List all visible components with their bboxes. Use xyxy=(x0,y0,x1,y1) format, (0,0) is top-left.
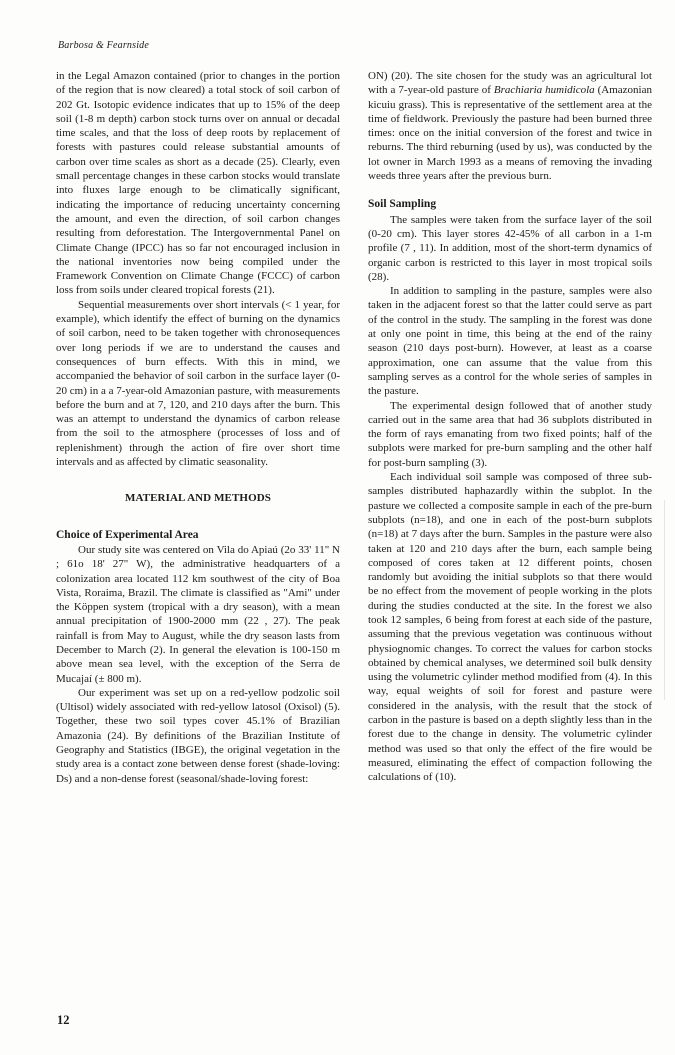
running-head: Barbosa & Fearnside xyxy=(58,40,150,51)
paragraph-site-text-b: (Amazonian kicuiu grass). This is representative of the settlement area at the time of fieldwork. Previously the pasture had been burned three times: once on the initial conversion of the forest and twice in reburns. The third reburning (used by us), was conducted by the lot owner in March 1993 as a means of removing the invading weeds three years after the previous burn. xyxy=(368,84,652,183)
paragraph-site-description xyxy=(368,69,652,183)
paragraph-soil-type: Our experiment was set up on a red-yellow podzolic soil (Ultisol) widely associated with red-yellow latosol (Oxisol) (5). Together, these two soil types cover 45.1% of Brazilian Amazonia (24). By definitions of the Brazilian Institute of Geography and Statistics (IBGE), the original vegetation in the study area is a contact zone between dense forest (shade-loving: Ds) and a non-dense forest (seasonal/shade-loving forest: xyxy=(56,686,340,785)
species-name: Brachiaria humidicola xyxy=(493,84,595,97)
page-edge-shadow xyxy=(664,500,665,700)
paragraph-sequential-measurements: Sequential measurements over short intervals (< 1 year, for example), which identify the effect of burning on the dynamics of soil carbon, need to be taken together with chronosequences over long periods if we are to understand the causes and consequences of burn effects. With this in mind, we accompanied the behavior of soil carbon in the surface layer (0-20 cm) in a a 7-year-old Amazonian pasture, with measurements before the burn and at 7, 120, and 210 days after the burn. This was an attempt to understand the dynamics of carbon release from the soil to the atmosphere (processes of loss and of replenishment) through the action of fire over short time intervals and as affected by climatic seasonality. xyxy=(56,298,340,469)
section-title-materials-methods: MATERIAL AND METHODS xyxy=(124,492,272,505)
right-column xyxy=(368,69,652,785)
paragraph-sample-composition: Each individual soil sample was composed of three sub-samples distributed haphazardly within the subplot. In the pasture we collected a composite sample in each of the pre-burn subplots (n=18), and one in each of the post-burn subplots (n=18) at 7 days after the burn. Samples in the pasture were also taken at 120 and 210 days after the burn, each sample being composed of cores taken at 12 different points, chosen randomly but avoiding the initial subplots so that there would be no effect from the movement of people working in the plots during the studies conducted at the site. In the forest we also took 12 samples, 6 being from forest at each side of the pasture, assuming that the previous vegetation was continuous without physiognomic changes. To correct the values for carbon stocks obtained by chemical analyses, we determined soil bulk density using the volumetric cylinder method modified from (4). In this way, equal weights of soil for forest and pasture were considered in the analysis, with the result that the stock of carbon in the pasture is based on a depth slightly less than in the forest due to the change in density. The volumetric cylinder method was used so that only the effect of the fire would be measured, eliminating the effect of compaction following the calculations of (10). xyxy=(368,471,652,784)
subhead-experimental-area: Choice of Experimental Area xyxy=(56,528,199,541)
subhead-soil-sampling: Soil Sampling xyxy=(368,198,437,211)
paragraph-site-text-a: ON) (20). The site chosen for the study was an agricultural lot with a 7-year-old pasture of xyxy=(368,70,652,97)
paragraph-forest-control: In addition to sampling in the pasture, samples were also taken in the adjacent forest so that the latter could serve as part of the control in the study. The sampling in the forest was done at only one point in time, this being at the end of the rainy season (210 days post-burn). However, at least as a coarse approximation, one can assume that the value from this sampling serves as a control for the whole series of samples in the pasture. xyxy=(368,285,652,398)
paragraph-experimental-design: The experimental design followed that of another study carried out in the same area that had 36 subplots distributed in the form of rays emanating from two fixed points; half of the subplots were marked for pre-burn sampling and the other half for post-burn sampling (3). xyxy=(368,399,652,469)
paragraph-study-site: Our study site was centered on Vila do Apiaú (2o 33' 11" N ; 61o 18' 27" W), the administrative headquarters of a colonization area located 112 km southwest of the city of Boa Vista, Roraima, Brazil. The climate is classified as "Ami" under the Köppen system (tropical with a dry season), with a mean annual precipitation of 1900-2000 mm (22 , 27). The peak rainfall is from May to August, while the dry season lasts from December to March (2). In general the elevation is 100-150 m above mean sea level, with the exception of the Serra de Mucajaí (± 800 m). xyxy=(56,543,340,685)
left-column xyxy=(56,69,340,786)
paragraph-surface-layer: The samples were taken from the surface layer of the soil (0-20 cm). This layer stores 42-45% of all carbon in a 1-m profile (7 , 11). In addition, most of the short-term dynamics of organic carbon is restricted to this layer in most tropical soils (28). xyxy=(368,213,652,283)
page-number: 12 xyxy=(57,1013,70,1027)
paragraph-intro-continued: in the Legal Amazon contained (prior to changes in the portion of the region that is now cleared) a total stock of soil carbon of 202 Gt. Isotopic evidence indicates that up to 15% of the deep soil (1-8 m depth) carbon stock turns over on annual or decadal time scales, and that the loss of deep roots by replacement of forests with pastures could release substantial amounts of carbon over time scales as short as a decade (25). Clearly, even small percentage changes in these carbon stocks would translate into fluxes large enough to be climatically significant, indicating the importance of reducing uncertainty concerning the amount, and even the direction, of soil carbon changes resulting from deforestation. The Intergovernmental Panel on Climate Change (IPCC) has so far not encouraged inclusion in the national inventories now being compiled under the Framework Convention on Climate Change (FCCC) of carbon loss from soils under cleared tropical forests (21). xyxy=(56,70,340,297)
